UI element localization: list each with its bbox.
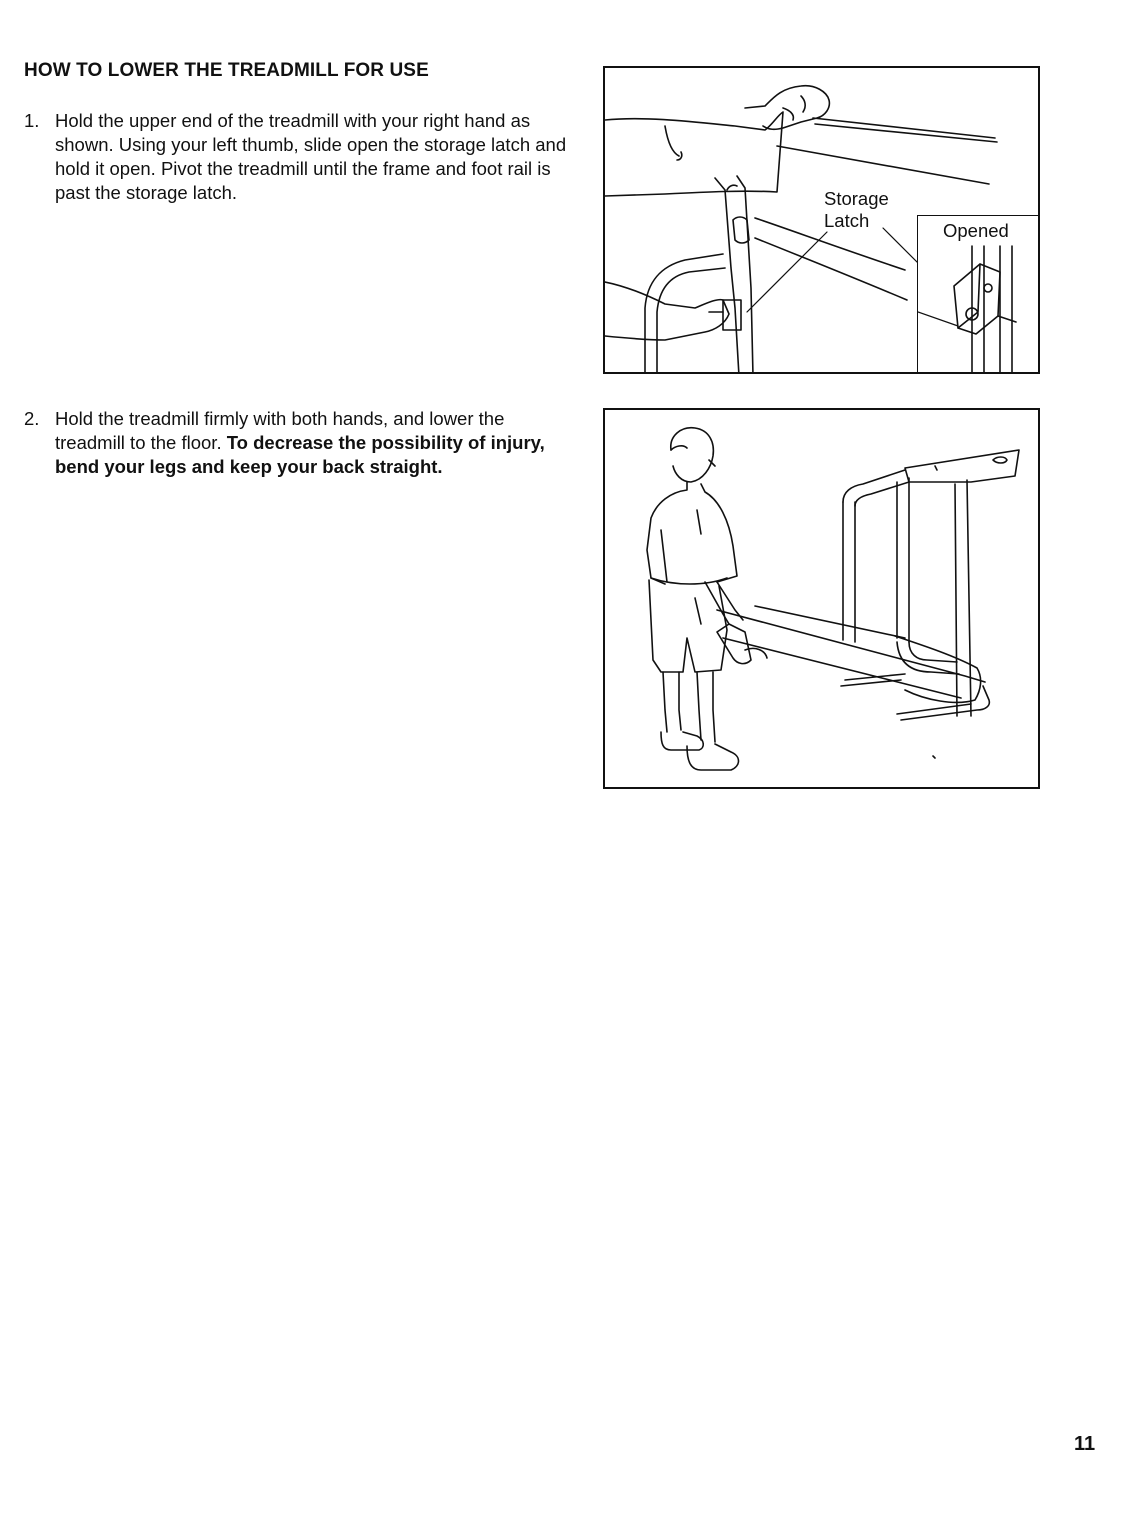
instruction-step-2 <box>24 407 572 479</box>
step-warning: To decrease the possibility of injury, bend your legs and keep your back straight. <box>55 432 545 477</box>
storage-latch-callout <box>824 188 889 232</box>
lowering-treadmill-drawing <box>605 410 1040 789</box>
instruction-step-1 <box>24 109 572 205</box>
inset-label: Opened <box>943 220 1009 241</box>
step-body <box>55 407 572 479</box>
lowering-treadmill-illustration <box>603 408 1040 789</box>
opened-latch-inset <box>917 215 1040 374</box>
step-body <box>55 109 572 205</box>
opened-latch-drawing <box>918 216 1040 374</box>
storage-latch-illustration <box>603 66 1040 374</box>
step-number: 1. <box>24 110 40 131</box>
step-number: 2. <box>24 408 40 429</box>
page-number: 11 <box>1074 1433 1096 1455</box>
step-text: Hold the treadmill firmly with both hands, and lower the treadmill to the floor. <box>55 408 505 453</box>
callout-line-2: Latch <box>824 210 870 231</box>
step-text: Hold the upper end of the treadmill with your right hand as shown. Using your left thumb, slide open the storage latch and hold it open. Pivot the treadmill until the frame and foot rail is past the storage latch. <box>55 110 567 203</box>
section-heading: HOW TO LOWER THE TREADMILL FOR USE <box>24 60 429 81</box>
callout-line-1: Storage <box>824 188 889 209</box>
